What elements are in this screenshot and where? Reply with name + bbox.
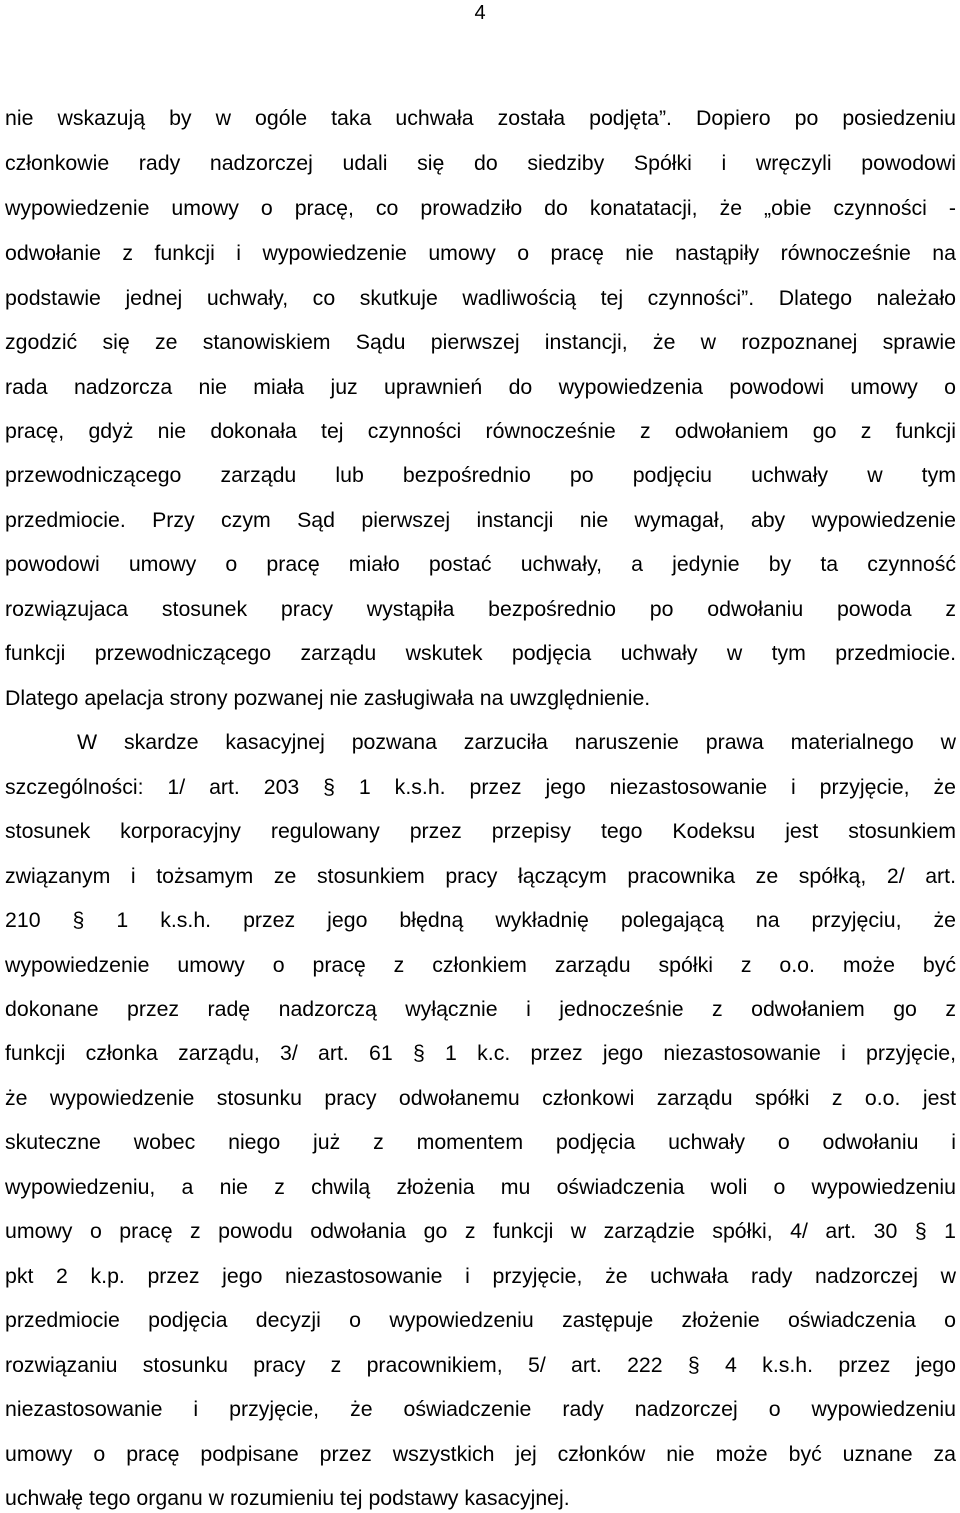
text-line: pkt 2 k.p. przez jego niezastosowanie i przyjęcie, że uchwała rady nadzorczej w [5,1264,956,1288]
text-line: niezastosowanie i przyjęcie, że oświadczenie rady nadzorczej o wypowiedzeniu [5,1397,956,1421]
text-line: wypowiedzenie umowy o pracę, co prowadziło do konatatacji, że „obie czynności - [5,196,956,220]
text-line: umowy o pracę podpisane przez wszystkich jej członków nie może być uznane za [5,1442,956,1466]
page-number: 4 [474,2,486,24]
text-line: odwołanie z funkcji i wypowiedzenie umowy o pracę nie nastąpiły równocześnie na [5,241,956,265]
text-line: pracę, gdyż nie dokonała tej czynności równocześnie z odwołaniem go z funkcji [5,419,956,443]
text-line: dokonane przez radę nadzorczą wyłącznie i jednocześnie z odwołaniem go z [5,997,956,1021]
text-line: przedmiocie. Przy czym Sąd pierwszej instancji nie wymagał, aby wypowiedzenie [5,508,956,532]
text-line: członkowie rady nadzorczej udali się do siedziby Spółki i wręczyli powodowi [5,151,956,175]
text-line: szczególności: 1/ art. 203 § 1 k.s.h. przez jego niezastosowanie i przyjęcie, że [5,775,956,799]
text-line: zgodzić się ze stanowiskiem Sądu pierwszej instancji, że w rozpoznanej sprawie [5,330,956,354]
text-line: rozwiązujaca stosunek pracy wystąpiła bezpośrednio po odwołaniu powoda z [5,597,956,621]
text-line: przewodniczącego zarządu lub bezpośrednio po podjęciu uchwały w tym [5,463,956,487]
text-line: nie wskazują by w ogóle taka uchwała została podjęta”. Dopiero po posiedzeniu [5,106,956,130]
text-line: powodowi umowy o pracę miało postać uchwały, a jedynie by ta czynność [5,552,956,576]
text-line: umowy o pracę z powodu odwołania go z funkcji w zarządzie spółki, 4/ art. 30 § 1 [5,1219,956,1243]
text-line: 210 § 1 k.s.h. przez jego błędną wykładnię polegającą na przyjęciu, że [5,908,956,932]
text-line: stosunek korporacyjny regulowany przez przepisy tego Kodeksu jest stosunkiem [5,819,956,843]
text-line: rozwiązaniu stosunku pracy z pracownikiem, 5/ art. 222 § 4 k.s.h. przez jego [5,1353,956,1377]
text-line: W skardze kasacyjnej pozwana zarzuciła naruszenie prawa materialnego w [77,730,956,754]
text-line: wypowiedzenie umowy o pracę z członkiem zarządu spółki z o.o. może być [5,953,956,977]
text-line: podstawie jednej uchwały, co skutkuje wadliwością tej czynności”. Dlatego należało [5,286,956,310]
text-line: związanym i tożsamym ze stosunkiem pracy łączącym pracownika ze spółką, 2/ art. [5,864,956,888]
text-line: uchwałę tego organu w rozumieniu tej podstawy kasacyjnej. [5,1486,570,1510]
text-line: wypowiedzeniu, a nie z chwilą złożenia mu oświadczenia woli o wypowiedzeniu [5,1175,956,1199]
text-line: Dlatego apelacja strony pozwanej nie zasługiwała na uwzględnienie. [5,686,651,710]
text-line: że wypowiedzenie stosunku pracy odwołanemu członkowi zarządu spółki z o.o. jest [5,1086,956,1110]
text-line: funkcji przewodniczącego zarządu wskutek podjęcia uchwały w tym przedmiocie. [5,641,956,665]
text-line: funkcji członka zarządu, 3/ art. 61 § 1 k.c. przez jego niezastosowanie i przyjęcie, [5,1041,956,1065]
text-line: skuteczne wobec niego już z momentem podjęcia uchwały o odwołaniu i [5,1130,956,1154]
text-line: przedmiocie podjęcia decyzji o wypowiedzeniu zastępuje złożenie oświadczenia o [5,1308,956,1332]
text-line: rada nadzorcza nie miała juz uprawnień do wypowiedzenia powodowi umowy o [5,375,956,399]
